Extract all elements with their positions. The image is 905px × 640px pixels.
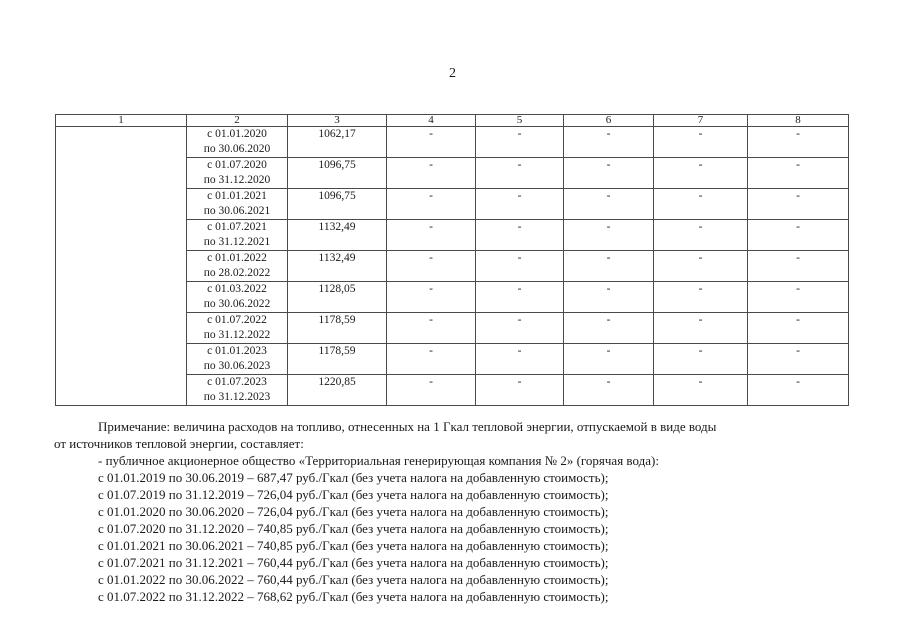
period-cell: [187, 189, 288, 220]
value-cell: 1220,85: [288, 375, 387, 406]
dash-cell: -: [387, 220, 476, 251]
dash-cell: -: [748, 251, 849, 282]
dash-cell: -: [654, 220, 748, 251]
note-rate-line: с 01.07.2022 по 31.12.2022 – 768,62 руб./Гкал (без учета налога на добавленную стоимость);: [98, 589, 609, 604]
column-header: 6: [564, 115, 654, 127]
period-cell: [187, 375, 288, 406]
dash-cell: -: [564, 344, 654, 375]
column-header: 1: [56, 115, 187, 127]
value-cell: 1132,49: [288, 251, 387, 282]
column-header: 2: [187, 115, 288, 127]
period-to: по 31.12.2022: [203, 329, 271, 341]
column-header: 8: [748, 115, 849, 127]
page-number: 2: [449, 66, 456, 81]
value-cell: 1178,59: [288, 313, 387, 344]
note-intro-line2: от источников тепловой энергии, составляет:: [54, 436, 304, 451]
period-from: с 01.01.2023: [207, 345, 267, 357]
dash-cell: -: [748, 313, 849, 344]
period-from: с 01.07.2021: [207, 221, 267, 233]
dash-cell: -: [748, 220, 849, 251]
period-to: по 30.06.2021: [203, 205, 271, 217]
dash-cell: -: [476, 158, 564, 189]
value-cell: 1178,59: [288, 344, 387, 375]
dash-cell: -: [748, 344, 849, 375]
dash-cell: -: [654, 127, 748, 158]
dash-cell: -: [564, 189, 654, 220]
dash-cell: -: [476, 251, 564, 282]
dash-cell: -: [387, 127, 476, 158]
dash-cell: -: [476, 344, 564, 375]
note-intro-line1: Примечание: величина расходов на топливо, отнесенных на 1 Гкал тепловой энергии, отпускаемой в виде воды: [98, 419, 717, 434]
period-from: с 01.01.2022: [207, 252, 267, 264]
dash-cell: -: [564, 251, 654, 282]
value-cell: 1132,49: [288, 220, 387, 251]
dash-cell: -: [476, 375, 564, 406]
note-company: - публичное акционерное общество «Территориальная генерирующая компания № 2» (горячая вода):: [98, 453, 659, 468]
dash-cell: -: [476, 282, 564, 313]
dash-cell: -: [748, 158, 849, 189]
period-from: с 01.01.2021: [207, 190, 267, 202]
table-header-row: [56, 115, 849, 127]
tariff-table: [55, 114, 849, 406]
period-from: с 01.01.2020: [207, 128, 267, 140]
dash-cell: -: [564, 220, 654, 251]
note-rate-line: с 01.01.2019 по 30.06.2019 – 687,47 руб./Гкал (без учета налога на добавленную стоимость);: [98, 470, 609, 485]
column-header: 3: [288, 115, 387, 127]
dash-cell: -: [387, 344, 476, 375]
note-block: [54, 418, 848, 605]
dash-cell: -: [654, 375, 748, 406]
dash-cell: -: [387, 375, 476, 406]
period-from: с 01.07.2023: [207, 376, 267, 388]
dash-cell: -: [654, 189, 748, 220]
dash-cell: -: [564, 313, 654, 344]
dash-cell: -: [387, 158, 476, 189]
value-cell: 1128,05: [288, 282, 387, 313]
dash-cell: -: [476, 313, 564, 344]
period-cell: [187, 344, 288, 375]
dash-cell: -: [654, 313, 748, 344]
column-header: 7: [654, 115, 748, 127]
dash-cell: -: [564, 127, 654, 158]
note-rate-line: с 01.07.2020 по 31.12.2020 – 740,85 руб./Гкал (без учета налога на добавленную стоимость);: [98, 521, 609, 536]
dash-cell: -: [476, 189, 564, 220]
period-to: по 30.06.2022: [203, 298, 271, 310]
period-to: по 30.06.2020: [203, 143, 271, 155]
period-from: с 01.07.2022: [207, 314, 267, 326]
period-cell: [187, 127, 288, 158]
dash-cell: -: [564, 158, 654, 189]
dash-cell: -: [654, 344, 748, 375]
column-header: 5: [476, 115, 564, 127]
table-row: [56, 127, 849, 158]
value-cell: 1096,75: [288, 158, 387, 189]
period-to: по 31.12.2020: [203, 174, 271, 186]
dash-cell: -: [564, 282, 654, 313]
dash-cell: -: [748, 127, 849, 158]
period-to: по 28.02.2022: [203, 267, 271, 279]
period-to: по 30.06.2023: [203, 360, 271, 372]
note-rate-line: с 01.01.2021 по 30.06.2021 – 740,85 руб./Гкал (без учета налога на добавленную стоимость);: [98, 538, 609, 553]
column-header: 4: [387, 115, 476, 127]
note-rate-line: с 01.07.2021 по 31.12.2021 – 760,44 руб./Гкал (без учета налога на добавленную стоимость);: [98, 555, 609, 570]
dash-cell: -: [654, 282, 748, 313]
dash-cell: -: [387, 189, 476, 220]
period-to: по 31.12.2021: [203, 236, 271, 248]
dash-cell: -: [654, 251, 748, 282]
period-cell: [187, 313, 288, 344]
note-rate-line: с 01.01.2022 по 30.06.2022 – 760,44 руб./Гкал (без учета налога на добавленную стоимость);: [98, 572, 609, 587]
dash-cell: -: [387, 251, 476, 282]
period-cell: [187, 220, 288, 251]
period-cell: [187, 158, 288, 189]
dash-cell: -: [748, 375, 849, 406]
value-cell: 1096,75: [288, 189, 387, 220]
dash-cell: -: [564, 375, 654, 406]
dash-cell: -: [748, 189, 849, 220]
dash-cell: -: [476, 127, 564, 158]
note-rate-line: с 01.01.2020 по 30.06.2020 – 726,04 руб./Гкал (без учета налога на добавленную стоимость);: [98, 504, 609, 519]
period-cell: [187, 251, 288, 282]
note-rate-line: с 01.07.2019 по 31.12.2019 – 726,04 руб./Гкал (без учета налога на добавленную стоимость);: [98, 487, 609, 502]
dash-cell: -: [387, 282, 476, 313]
dash-cell: -: [476, 220, 564, 251]
dash-cell: -: [748, 282, 849, 313]
dash-cell: -: [387, 313, 476, 344]
value-cell: 1062,17: [288, 127, 387, 158]
note-lines: [98, 469, 848, 605]
dash-cell: -: [654, 158, 748, 189]
period-from: с 01.07.2020: [207, 159, 267, 171]
period-cell: [187, 282, 288, 313]
period-to: по 31.12.2023: [203, 391, 271, 403]
period-from: с 01.03.2022: [207, 283, 267, 295]
empty-first-column-cell: [56, 127, 187, 406]
